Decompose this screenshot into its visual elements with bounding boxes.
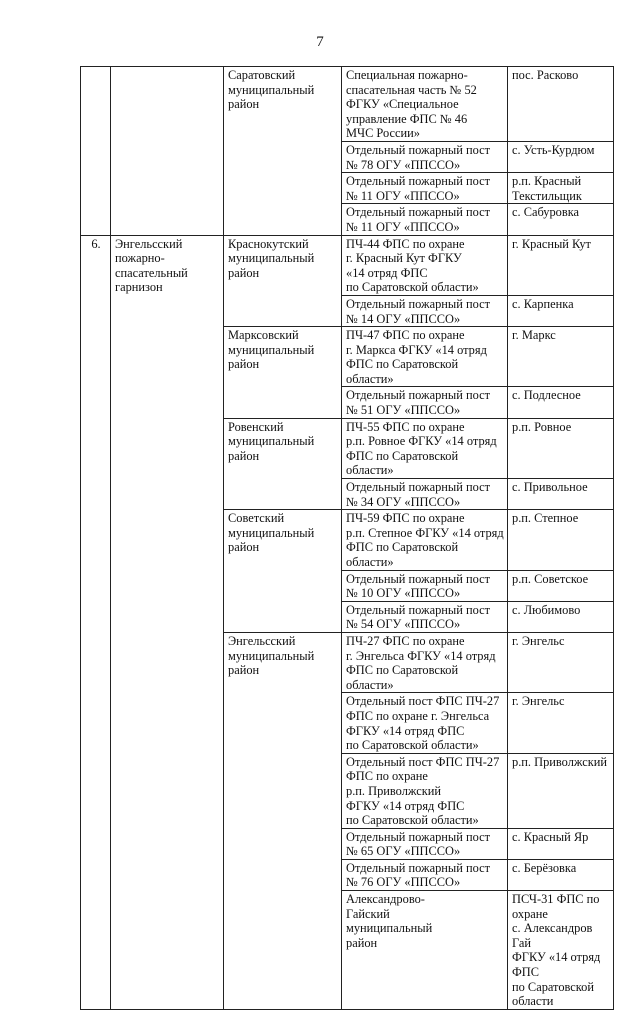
unit-cell: ПЧ-47 ФПС по охране г. Маркса ФГКУ «14 отряд ФПС по Саратовской области»: [342, 327, 508, 387]
unit-cell: Отдельный пост ФПС ПЧ-27 ФПС по охране р.п. Приволжский ФГКУ «14 отряд ФПС по Саратовской области»: [342, 753, 508, 828]
location-cell: с. Подлесное: [508, 387, 614, 418]
row-number-cell: [81, 67, 111, 236]
unit-cell: Отдельный пожарный пост № 51 ОГУ «ППССО»: [342, 387, 508, 418]
district-cell: Ровенский муниципальный район: [224, 418, 342, 510]
location-cell: р.п. Красный Текстильщик: [508, 173, 614, 204]
district-cell: Советский муниципальный район: [224, 510, 342, 633]
garrison-cell: Энгельсский пожарно- спасательный гарнизон: [111, 235, 224, 1009]
location-cell: р.п. Советское: [508, 570, 614, 601]
location-cell: с. Берёзовка: [508, 859, 614, 890]
location-cell: г. Красный Кут: [508, 235, 614, 295]
unit-cell: Отдельный пожарный пост № 76 ОГУ «ППССО»: [342, 859, 508, 890]
unit-cell: ПСЧ-31 ФПС по охране с. Александров Гай ФГКУ «14 отряд ФПС по Саратовской области: [508, 891, 614, 1010]
location-cell: пос. Расково: [508, 67, 614, 142]
location-cell: с. Красный Яр: [508, 828, 614, 859]
table-row: [81, 235, 614, 295]
location-cell: с. Любимово: [508, 601, 614, 632]
unit-cell: ПЧ-27 ФПС по охране г. Энгельса ФГКУ «14 отряд ФПС по Саратовской области»: [342, 632, 508, 692]
district-cell: Энгельсский муниципальный район: [224, 632, 342, 1009]
table-row: [81, 67, 614, 142]
page-number: 7: [316, 34, 324, 50]
location-cell: р.п. Приволжский: [508, 753, 614, 828]
location-cell: г. Энгельс: [508, 632, 614, 692]
garrison-cell: [111, 67, 224, 236]
location-cell: р.п. Ровное: [508, 418, 614, 478]
unit-cell: Отдельный пожарный пост № 14 ОГУ «ППССО»: [342, 295, 508, 326]
unit-cell: Отдельный пожарный пост № 65 ОГУ «ППССО»: [342, 828, 508, 859]
district-cell: Саратовский муниципальный район: [224, 67, 342, 236]
location-cell: г. Маркс: [508, 327, 614, 387]
unit-cell: Отдельный пожарный пост № 11 ОГУ «ППССО»: [342, 204, 508, 235]
unit-cell: Отдельный пожарный пост № 78 ОГУ «ППССО»: [342, 141, 508, 172]
location-cell: с. Привольное: [508, 479, 614, 510]
location-cell: р.п. Степное: [508, 510, 614, 570]
unit-cell: ПЧ-55 ФПС по охране р.п. Ровное ФГКУ «14 отряд ФПС по Саратовской области»: [342, 418, 508, 478]
location-cell: с. Карпенка: [508, 295, 614, 326]
unit-cell: Отдельный пожарный пост № 10 ОГУ «ППССО»: [342, 570, 508, 601]
district-cell: Александрово- Гайский муниципальный район: [342, 891, 508, 1010]
unit-cell: Отдельный пожарный пост № 34 ОГУ «ППССО»: [342, 479, 508, 510]
unit-cell: ПЧ-44 ФПС по охране г. Красный Кут ФГКУ «14 отряд ФПС по Саратовской области»: [342, 235, 508, 295]
location-cell: с. Сабуровка: [508, 204, 614, 235]
unit-cell: Отдельный пост ФПС ПЧ-27 ФПС по охране г. Энгельса ФГКУ «14 отряд ФПС по Саратовской области»: [342, 693, 508, 753]
location-cell: с. Усть-Курдюм: [508, 141, 614, 172]
unit-cell: ПЧ-59 ФПС по охране р.п. Степное ФГКУ «14 отряд ФПС по Саратовской области»: [342, 510, 508, 570]
garrison-table: [80, 66, 614, 1010]
row-number-cell: 6.: [81, 235, 111, 1009]
location-cell: г. Энгельс: [508, 693, 614, 753]
unit-cell: Отдельный пожарный пост № 11 ОГУ «ППССО»: [342, 173, 508, 204]
district-cell: Краснокутский муниципальный район: [224, 235, 342, 327]
unit-cell: Специальная пожарно- спасательная часть № 52 ФГКУ «Специальное управление ФПС № 46 МЧС России»: [342, 67, 508, 142]
unit-cell: Отдельный пожарный пост № 54 ОГУ «ППССО»: [342, 601, 508, 632]
district-cell: Марксовский муниципальный район: [224, 327, 342, 419]
